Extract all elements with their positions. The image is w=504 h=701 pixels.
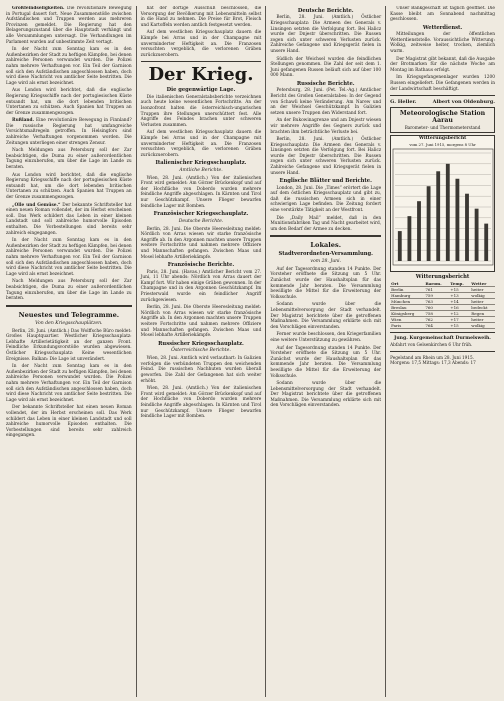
- ad-name-right: Albert von Oldenburg.: [432, 99, 495, 106]
- article-paragraph: Die „Daily Mail“ meldet, daß in den Munitionsfabriken Tag und Nacht gearbeitet wird, um den Bedarf der Armee zu decken.: [270, 215, 382, 232]
- ad-name-left: G. Heller.: [390, 99, 417, 106]
- table-cell: 760: [424, 305, 449, 311]
- article-text: Eine revolutionäre Bewegung in Finnland? Die russische Regierung hat umfangreiche Vorsichtsmaßregeln getroffen. In Helsingfors sind zahlreiche Verhaftungen vorgenommen worden. Die Zeitungen unterliegen einer strengen Zensur.: [6, 118, 132, 146]
- table-cell: München: [390, 299, 424, 305]
- article-paragraph: Die italienischen Generalstabsberichte verzeichnen auch heute keine wesentlichen Fortschritte. An der Isonzofront halten die österreichisch-ungarischen Truppen ihre Stellungen unerschüttert fest. Alle Angriffe des Feindes brachen unter schweren Verlusten zusammen.: [140, 94, 262, 128]
- weather-chart-svg: [391, 147, 495, 267]
- chart-bars: [398, 164, 488, 261]
- footer-line: Morgens: 17,5 Mittags: 17,3 Abends: 17: [390, 359, 476, 365]
- table-cell: +13: [449, 293, 470, 299]
- station-box: [390, 107, 495, 133]
- chart-bar: [427, 186, 431, 261]
- subsection-subtitle: Deutsche Berichte.: [178, 218, 224, 224]
- column-1: [6, 6, 136, 697]
- table-cell: 762: [424, 317, 449, 323]
- section-title: Deutsche Berichte.: [297, 8, 354, 14]
- table-header-cell: Ort: [390, 281, 424, 287]
- chart-bar: [398, 231, 402, 261]
- article-paragraph: [6, 6, 132, 45]
- table-cell: 763: [424, 299, 449, 305]
- article-paragraph: Aus London wird berichtet, daß die englische Regierung Kriegsschiffe nach der portugiesischen Küste entsandt hat, um die dort lebenden britischen Untertanen zu schützen. Auch Spanien hat Truppen an der Grenze zusammengezogen.: [6, 172, 132, 200]
- article-paragraph: London, 28. Juni. Die „Times“ erörtert die Lage auf dem östlichen Kriegsschauplatz und gibt zu, daß die russischen Armeen sich in einer schwierigen Lage befinden. Die Zeitung fordert eine verstärkte Tätigkeit an der Westfront.: [270, 185, 382, 214]
- article-paragraph: Aus London wird berichtet, daß die englische Regierung Kriegsschiffe nach der portugiesischen Küste entsandt hat, um die dort lebenden britischen Untertanen zu schützen. Auch Spanien hat Truppen an der Grenze zusammengezogen.: [6, 88, 132, 116]
- subsection-subtitle: Amtliche Berichte.: [179, 167, 223, 173]
- table-cell: Breslau: [390, 305, 424, 311]
- article-paragraph: Paris, 28. Juni. (Havas.) Amtlicher Bericht vom 27. Juni, 11 Uhr abends: Nördlich von Arras dauert der Kampf fort. Wir haben einige Gräben gewonnen. In der Champagne und in den Argonnen Geschützkampf. Im Priesterwald wurde ein feindlicher Angriff zurückgewiesen.: [140, 269, 262, 303]
- subsection-title: Wetterdienst.: [422, 24, 463, 31]
- section-divider: [390, 332, 495, 333]
- table-cell: Königsberg: [390, 311, 424, 317]
- table-row: [390, 323, 495, 329]
- article-paragraph: [6, 118, 132, 146]
- article-paragraph: In der Nacht zum Sonntag kam es in den Außenbezirken der Stadt zu heftigen Kämpfen, bei denen zahlreiche Personen verwundet wurden. Die Polizei nahm mehrere Verhaftungen vor. Ein Teil der Garnison soll sich den Aufständischen angeschlossen haben, doch wird diese Nachricht von amtlicher Seite bestritten. Die Lage wird als ernst bezeichnet.: [6, 47, 132, 86]
- table-cell: +12: [449, 311, 470, 317]
- table-cell: +15: [449, 287, 470, 293]
- column-2: [136, 6, 266, 697]
- subsection-title: Französische Berichte.: [167, 262, 235, 269]
- table-cell: Regen: [470, 311, 495, 317]
- table-cell: heiter: [470, 287, 495, 293]
- table-header-cell: Wetter: [470, 281, 495, 287]
- footer-title: Jung. Kurgemeinschaft Durmelsweih.: [394, 336, 491, 342]
- column-4: [385, 6, 499, 697]
- table-cell: 759: [424, 293, 449, 299]
- article-paragraph: Berlin, 28. Juni. (Amtlich.) Das Wolffsche Büro meldet: Großes Hauptquartier. Westlicher Kriegsschauplatz: Lebhafte Artillerietätigkeit an der ganzen Front. Feindliche Erkundungsvorstöße wurden abgewiesen. Östlicher Kriegsschauplatz: Keine wesentlichen Ereignisse. Balkan: Die Lage ist unverändert.: [6, 328, 132, 362]
- weather-chart: [390, 135, 495, 272]
- ad-names-row: [390, 99, 495, 105]
- article-paragraph: Wien, 28. Juni. (Amtlich.) Von der italienischen Front wird gemeldet: Am Görzer Brückenkopf und auf der Hochfläche von Doberdo wurden mehrere feindliche Angriffe abgeschlagen. In Kärnten und Tirol nur Geschützkampf. Unsere Flieger bewarfen feindliche Lager mit Bomben.: [140, 386, 262, 420]
- subsection-subtitle: vom 28. Juni.: [310, 258, 342, 264]
- article-lead: „Olle und Gemüse.“: [12, 202, 61, 208]
- table-cell: Paris: [390, 323, 424, 329]
- chart-title: Witterungsbericht: [418, 135, 467, 141]
- section-title: Neuestes und Telegramme.: [18, 310, 120, 319]
- table-cell: +16: [449, 305, 470, 311]
- table-cell: Hamburg: [390, 293, 424, 299]
- article-paragraph: Der bekannte Schriftsteller hat einen neuen Roman vollendet, der im Herbst erscheinen soll. Das Werk schildert das Leben in einer kleinen Landstadt und soll zahlreiche humorvolle Episoden enthalten. Die Vorbestellungen sind bereits sehr zahlreich eingegangen.: [6, 405, 132, 439]
- article-paragraph: hat der dortige Ausschuß beschlossen, die Versorgung der Bevölkerung mit Lebensmitteln selbst in die Hand zu nehmen. Die Preise für Brot, Fleisch und Kartoffeln werden amtlich festgesetzt werden.: [140, 6, 262, 28]
- station-title: Meteorologische Station Aarau: [399, 110, 486, 125]
- column-3: [265, 6, 385, 697]
- chart-bar: [417, 201, 421, 261]
- article-paragraph: Mitteilungen der öffentlichen Wetterdienststelle. Voraussichtliche Witterung: Wolkig, zeitweise heiter, trocken, ziemlich warm.: [390, 32, 495, 54]
- local-section-title: Lokales.: [310, 241, 342, 250]
- subsection-title: Französischer Kriegsschauplatz.: [153, 211, 249, 218]
- article-paragraph: In der Nacht zum Sonntag kam es in den Außenbezirken der Stadt zu heftigen Kämpfen, bei denen zahlreiche Personen verwundet wurden. Die Polizei nahm mehrere Verhaftungen vor. Ein Teil der Garnison soll sich den Aufständischen angeschlossen haben, doch wird diese Nachricht von amtlicher Seite bestritten. Die Lage wird als ernst bezeichnet.: [6, 238, 132, 277]
- footer-line: Abfahrt von Gelsenkirchen 6 Uhr früh.: [390, 342, 473, 348]
- table-header-cell: Temp.: [449, 281, 470, 287]
- section-divider: [390, 95, 495, 96]
- table-cell: +14: [449, 299, 470, 305]
- article-text: Der bekannte Schriftsteller hat einen neuen Roman vollendet, der im Herbst erscheinen soll. Das Werk schildert das Leben in einer kleinen Landstadt und soll zahlreiche humorvolle Episoden enthalten. Die Vorbestellungen sind bereits sehr zahlreich eingegangen.: [6, 202, 132, 236]
- chart-subtitle: vom 27. Juni 1915, morgens 8 Uhr: [409, 141, 476, 147]
- article-paragraph: Auf dem westlichen Kriegsschauplatz dauern die Kämpfe bei Arras und in der Champagne mit unverminderter Heftigkeit an. Die Franzosen versuchten vergeblich, die verlorenen Gräben zurückzuerobern.: [140, 30, 262, 58]
- table-cell: Berlin: [390, 287, 424, 293]
- chart-bar: [446, 164, 450, 261]
- article-paragraph: An der Bukowinagrenze und am Dnjestr wiesen wir mehrere Angriffe des Gegners zurück und brachten ihm beträchtliche Verluste bei.: [270, 118, 382, 135]
- table-cell: 764: [424, 323, 449, 329]
- article-paragraph: Auf der Tagesordnung standen 14 Punkte. Der Vorsteher eröffnete die Sitzung um 5 Uhr. Zunächst wurde der Haushaltsplan für das kommende Jahr beraten. Die Versammlung bewilligte die Mittel für die Erweiterung der Volksschule.: [270, 266, 382, 300]
- article-text: Die revolutionäre Bewegung in Portugal dauert fort. Neue Zusammenstöße zwischen Aufständischen und Truppen werden aus mehreren Provinzen gemeldet. Die Regierung hat den Belagerungszustand über die Hauptstadt verhängt und alle Versammlungen untersagt. Die Verhandlungen im Parlament wurden auf unbestimmte Zeit vertagt.: [6, 6, 132, 45]
- article-paragraph: Ferner wurde beschlossen, den Kriegerfamilien eine weitere Unterstützung zu gewähren.: [270, 332, 382, 343]
- chart-bar: [465, 194, 469, 261]
- article-paragraph: Sodann wurde über die Lebensmittelversorgung der Stadt verhandelt. Der Magistrat berichtete über die getroffenen Maßnahmen. Die Versammlung erklärte sich mit den Vorschlägen einverstanden.: [270, 381, 382, 409]
- table-cell: bedeckt: [470, 305, 495, 311]
- chart-bar: [484, 224, 488, 261]
- weather-table: [390, 281, 495, 329]
- article-paragraph: Sodann wurde über die Lebensmittelversorgung der Stadt verhandelt. Der Magistrat berichtete über die getroffenen Maßnahmen. Die Versammlung erklärte sich mit den Vorschlägen einverstanden.: [270, 302, 382, 330]
- war-headline: Der Krieg.: [148, 64, 254, 86]
- section-divider: [390, 351, 495, 352]
- column-container: [6, 6, 499, 697]
- war-subheadline: Die gegenwärtige Lage.: [166, 87, 236, 94]
- table-cell: +17: [449, 317, 470, 323]
- chart-bar: [436, 171, 440, 261]
- article-paragraph: Auf der Tagesordnung standen 14 Punkte. Der Vorsteher eröffnete die Sitzung um 5 Uhr. Zunächst wurde der Haushaltsplan für das kommende Jahr beraten. Die Versammlung bewilligte die Mittel für die Erweiterung der Volksschule.: [270, 345, 382, 379]
- subsection-title: Stadtverordneten-Versammlung.: [278, 251, 373, 258]
- table-body: [390, 287, 495, 329]
- article-paragraph: Berlin, 28. Juni. Die Oberste Heeresleitung meldet: Nördlich von Arras wiesen wir starke französische Angriffe ab. In den Argonnen machten unsere Truppen weitere Fortschritte und nahmen mehrere Offiziere und Mannschaften gefangen. Zwischen Maas und Mosel lebhafte Artilleriekämpfe.: [140, 305, 262, 339]
- article-paragraph: Im Kriegsgefangenenlager wurden 1200 Russen eingeliefert. Die Gefangenen werden in der Landwirtschaft beschäftigt.: [390, 75, 495, 92]
- table-cell: 761: [424, 287, 449, 293]
- table-header-cell: Barom.: [424, 281, 449, 287]
- article-paragraph: Auf dem westlichen Kriegsschauplatz dauern die Kämpfe bei Arras und in der Champagne mit unverminderter Heftigkeit an. Die Franzosen versuchten vergeblich, die verlorenen Gräben zurückzuerobern.: [140, 130, 262, 158]
- subsection-title: Russische Berichte.: [296, 80, 355, 87]
- section-divider: [270, 235, 381, 238]
- section-divider: [6, 305, 132, 308]
- table-cell: wolkig: [470, 293, 495, 299]
- subsection-title: Russischer Kriegsschauplatz.: [158, 340, 244, 347]
- article-paragraph: Petersburg, 28. Juni. (Pet. Tel.-Ag.) Amtlicher Bericht des Großen Generalstabes: In der Gegend von Schawli keine Veränderung. Am Narew und an der Weichsel Geschützkampf. In Galizien setzen unsere Truppen den Widerstand fort.: [270, 88, 382, 116]
- table-cell: Wien: [390, 317, 424, 323]
- chart-bar: [475, 209, 479, 261]
- article-paragraph: Wien, 28. Juni. (Amtlich.) Von der italienischen Front wird gemeldet: Am Görzer Brückenkopf und auf der Hochfläche von Doberdo wurden mehrere feindliche Angriffe abgeschlagen. In Kärnten und Tirol nur Geschützkampf. Unsere Flieger bewarfen feindliche Lager mit Bomben.: [140, 175, 262, 209]
- chart-bar: [408, 216, 412, 261]
- article-lead: Großfeindseligkeiten.: [12, 6, 65, 11]
- chart-bar: [456, 179, 460, 261]
- article-paragraph: Unser Bankgeschäft ist täglich geöffnet. Die Kasse bleibt am Sonnabend nachmittag geschlossen.: [390, 6, 495, 23]
- subsection-title: Italienischer Kriegsschauplatz.: [155, 160, 247, 167]
- table-cell: heiter: [470, 317, 495, 323]
- table-cell: 758: [424, 311, 449, 317]
- section-subtitle: Von den Kriegsschauplätzen.: [35, 320, 103, 326]
- table-cell: +15: [449, 323, 470, 329]
- article-paragraph: Wien, 28. Juni. Amtlich wird verlautbart: In Galizien verfolgen die verbündeten Truppen den weichenden Feind. Die russischen Nachhuten wurden überall geworfen. Die Zahl der Gefangenen hat sich weiter erhöht.: [140, 356, 262, 384]
- article-lead: Rußland.: [12, 118, 35, 124]
- article-paragraph: Berlin, 28. Juni. Die Oberste Heeresleitung meldet: Nördlich von Arras wiesen wir starke französische Angriffe ab. In den Argonnen machten unsere Truppen weitere Fortschritte und nahmen mehrere Offiziere und Mannschaften gefangen. Zwischen Maas und Mosel lebhafte Artilleriekämpfe.: [140, 226, 262, 260]
- article-paragraph: [6, 203, 132, 237]
- table-cell: wolkig: [470, 323, 495, 329]
- footer-line: Pegelstand am Rhein um 28. Juni 1915.: [390, 354, 474, 360]
- article-paragraph: Berlin, 28. Juni. (Amtlich.) Östlicher Kriegsschauplatz: Die Armeen des Generals v. Linsingen setzten die Verfolgung fort. Bei Halicz wurde der Dnjestr überschritten. Die Russen zogen sich unter schweren Verlusten zurück. Zahlreiche Gefangene und Kriegsgerät fielen in unsere Hand.: [270, 137, 382, 176]
- table-cell: heiter: [470, 299, 495, 305]
- article-paragraph: Berlin, 28. Juni. (Amtlich.) Östlicher Kriegsschauplatz: Die Armeen des Generals v. Linsingen setzten die Verfolgung fort. Bei Halicz wurde der Dnjestr überschritten. Die Russen zogen sich unter schweren Verlusten zurück. Zahlreiche Gefangene und Kriegsgerät fielen in unsere Hand.: [270, 15, 382, 54]
- subsection-subtitle: Österreichische Berichte.: [171, 348, 231, 354]
- subsection-title: Englische Blätter und Berichte.: [279, 178, 372, 185]
- article-paragraph: Nach Meldungen aus Petersburg soll der Zar beabsichtigen, die Duma zu einer außerordentlichen Tagung einzuberufen, um über die Lage im Lande zu beraten.: [6, 279, 132, 302]
- station-subtitle: Barometer- und Thermometerstand: [404, 124, 481, 130]
- section-divider: [141, 61, 262, 62]
- article-paragraph: Südlich der Weichsel wurden die feindlichen Stellungen genommen. Die Zahl der seit dem 1. Juni gefangenen Russen beläuft sich auf über 100 000 Mann.: [270, 56, 382, 79]
- article-paragraph: In der Nacht zum Sonntag kam es in den Außenbezirken der Stadt zu heftigen Kämpfen, bei denen zahlreiche Personen verwundet wurden. Die Polizei nahm mehrere Verhaftungen vor. Ein Teil der Garnison soll sich den Aufständischen angeschlossen haben, doch wird diese Nachricht von amtlicher Seite bestritten. Die Lage wird als ernst bezeichnet.: [6, 364, 132, 403]
- article-paragraph: Der Magistrat gibt bekannt, daß die Ausgabe der Brotmarken für die nächste Woche am Montag im Rathaus erfolgt.: [390, 56, 495, 73]
- article-paragraph: Nach Meldungen aus Petersburg soll der Zar beabsichtigen, die Duma zu einer außerordentlichen Tagung einzuberufen, um über die Lage im Lande zu beraten.: [6, 148, 132, 171]
- table-title: Witterungsbericht: [415, 273, 470, 280]
